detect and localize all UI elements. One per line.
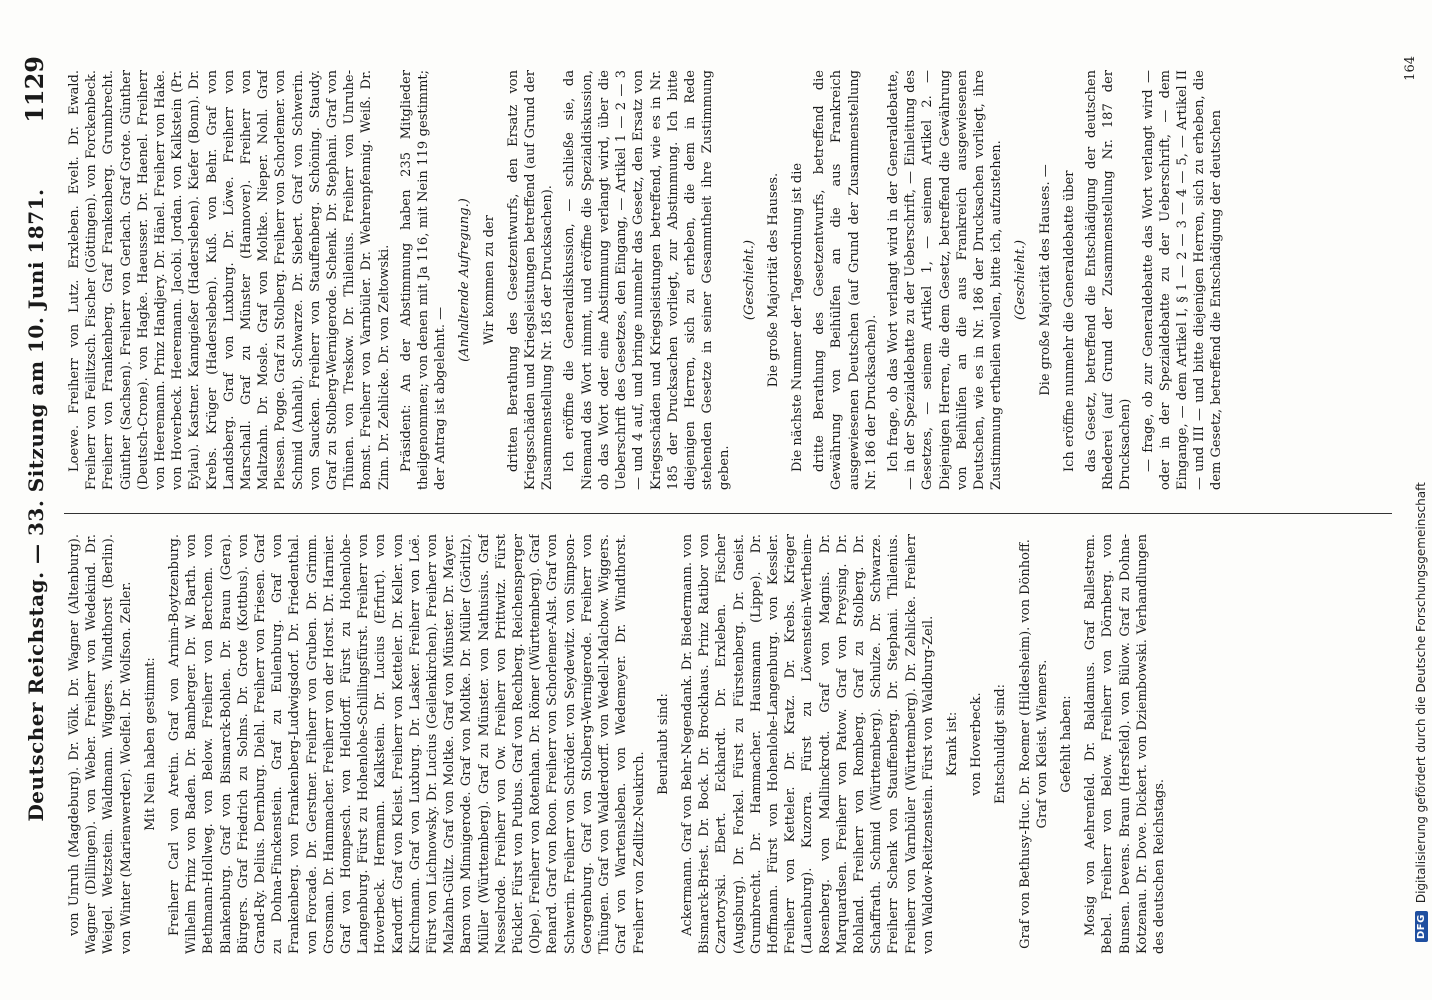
credit-text: Digitalisierung gefördert durch die Deutsche Forschungsgemeinschaft (1414, 482, 1428, 904)
page-number: 1129 (20, 56, 49, 123)
left-column-paragraph: Mit Nein haben gestimmt: (142, 657, 158, 831)
left-column-paragraph: Graf von Bethusy-Huc. Dr. Roemer (Hildesheim). von Dönhoff. Graf von Kleist. Wiemers. (1017, 539, 1050, 949)
digitization-credit (1414, 482, 1428, 942)
left-column-paragraph: Krank ist: (944, 711, 960, 777)
left-column-paragraph: von Unruh (Magdeburg). Dr. Völk. Dr. Wagner (Altenburg). Wagner (Dillingen). von Weber. Freiherr von Wedekind. Dr. Weigel. Wetzstein. Waldmann. Wiggers. Windthorst (Berlin). von Winter (Marienwerder). Woelfel. Dr. Wolfson. Zeller. (67, 534, 134, 954)
left-column-paragraph: Ackermann. Graf von Behr-Negendank. Dr. Biedermann. von Bismarck-Briest. Dr. Bock. Dr. Brockhaus. Prinz Ratibor von Czartoryski. Ebert. Eckhardt. Dr. Erxleben. Fischer (Augsburg). Dr. Forkel. Fürst zu Fürstenberg. Dr. Gneist. Grumbrecht. Dr. Hammacher. Hausmann (Lippe). Dr. Hoffmann. Fürst von Hohenlohe-Langenburg. von Kessler. Freiherr von Ketteler. Dr. Kratz. Dr. Krebs. Krieger (Lauenburg). Kuzorra. Fürst zu Löwenstein-Wertheim-Rosenberg. von Mallinckrodt. Graf von Magnis. Dr. Marquardsen. Freiherr von Patow. Graf von Preysing. Dr. Rohland. Freiherr von Romberg. Graf zu Stolberg. Dr. Schaffrath. Schmid (Württemberg). Schulze. Dr. Schwarze. Freiherr Schenk von Stauffenberg. Dr. Stephani. Thilenius. Freiherr von Varnbüler (Württemberg). Dr. Zehlicke. Freiherr von Waldow-Reitzenstein. Fürst von Waldburg-Zeil. (679, 534, 936, 954)
page-header (20, 56, 56, 954)
right-column-paragraph: Die große Majorität des Hauses. — (1037, 164, 1053, 396)
right-column-paragraph: Die nächste Nummer der Tagesordnung ist die (789, 162, 805, 472)
right-column-paragraph: (Geschieht.) (1013, 239, 1029, 321)
dfg-logo-icon: DFG (1415, 911, 1428, 942)
right-column-paragraph: Die große Majorität des Hauses. (765, 172, 781, 388)
right-column-paragraph: — frage, ob zur Generaldebatte das Wort verlangt wird — oder in der Spezialdebatte zu der Ueberschrift, — dem Eingange, — dem Artikel I, § 1 — 2 — 3 — 4 — 5, — Artikel II — und III — und bitte diejenigen Herren, sich zu erheben, die dem Gesetz, betreffend die Entschädigung der deutschen (1140, 70, 1225, 490)
left-column-paragraph: Gefehlt haben: (1058, 695, 1074, 793)
right-column-paragraph: (Geschieht.) (741, 239, 757, 321)
right-column-paragraph: dritten Berathung des Gesetzentwurfs, den Ersatz von Kriegsschäden und Kriegsleistungen betreffend (auf Grund der Zusammenstellung Nr. 185 der Drucksachen). (505, 70, 556, 490)
page-title: Deutscher Reichstag. — 33. Sitzung am 10. Juni 1871. (24, 188, 48, 822)
left-column-paragraph: Mosig von Aehrenfeld. Dr. Baldamus. Graf Ballestrem. Bebel. Freiherr von Below. Freiherr von Dörnberg. von Bunsen. Devens. Braun (Hersfeld). von Bülow. Graf zu Dohna-Kotzenau. Dr. Dove. Dickert. von Dziembowski. Verhandlungen des deutschen Reichstags. (1083, 534, 1167, 954)
right-column (66, 70, 1388, 490)
column-divider (64, 513, 1392, 514)
right-column-paragraph: dritte Berathung des Gesetzentwurfs, betreffend die Gewährung von Beihülfen an die aus Frankreich ausgewiesenen Deutschen (auf Grund der Zusammenstellung Nr. 186 der Drucksachen). (812, 70, 879, 490)
signature-mark: 164 (1403, 56, 1418, 81)
right-column-paragraph: das Gesetz, betreffend die Entschädigung der deutschen Rhederei (auf Grund der Zusammenstellung Nr. 187 der Drucksachen) (1083, 70, 1134, 490)
right-column-paragraph: Präsident: An der Abstimmung haben 235 Mitglieder theilgenommen; von denen mit Ja 116, mit Nein 119 gestimmt; der Antrag ist abgelehnt. — (398, 70, 449, 490)
right-column-paragraph: Ich frage, ob das Wort verlangt wird in der Generaldebatte, — in der Spezialdebatte zu der Ueberschrift, — Einleitung des Gesetzes, — seinem Artikel 1, — seinem Artikel 2. — Diejenigen Herren, die dem Gesetz, betreffend die Gewährung von Beihülfen an die aus Frankreich ausgewiesenen Deutschen, wie es in Nr. 186 der Drucksachen vorliegt, ihre Zustimmung ertheilen wollen, bitte ich, aufzustehen. (885, 70, 1005, 490)
left-column-paragraph: Entschuldigt sind: (993, 684, 1009, 805)
right-column-paragraph: (Anhaltende Aufregung.) (457, 198, 473, 362)
right-column-paragraph: Ich eröffne die Generaldiskussion, — schließe sie, da Niemand das Wort nimmt, und eröffne die Spezialdiskussion, ob das Wort oder eine Abstimmung verlangt wird, über die Ueberschrift des Gesetzes, den Eingang, — Artikel 1 — 2 — 3 — und 4 auf, und bringe nunmehr das Gesetz, den Ersatz von Kriegsschäden und Kriegsleistungen betreffend, wie es in Nr. 185 der Drucksachen vorliegt, zur Abstimmung. Ich bitte diejenigen Herren, sich zu erheben, die dem in Rede stehenden Gesetze in seiner Gesammtheit ihre Zustimmung geben. (562, 70, 733, 490)
right-column-paragraph: Loewe. Freiherr von Lutz. Erxleben. Evelt. Dr. Ewald. Freiherr von Feilitzsch. Fischer (Göttingen). von Forckenbeck. Freiherr von Frankenberg. Graf Frankenberg. Grumbrecht. Günther (Sachsen). Freiherr von Gerlach. Graf Grote. Günther (Deutsch-Crone). von Hagke. Haeusser. Dr. Haenel. Freiherr von Heeremann. Prinz Handjery. Dr. Hänel. Freiherr von Hake. von Hoverbeck. Heeremann. Jacobi. Jordan. von Kalkstein (Pr. Eylau). Kastner. Kanngießer (Hadersleben). Kiefer (Bonn). Dr. Krebs. Krüger (Hadersleben). Kuß. von Behr. Graf von Landsberg. Graf von Luxburg. Dr. Löwe. Freiherr von Marschall. Graf zu Münster (Hannover). Freiherr von Maltzahn. Dr. Mosle. Graf von Moltke. Nieper. Nohl. Graf Plessen. Pogge. Graf zu Stolberg. Freiherr von Schorlemer. von Schmid (Anhalt). Schwarze. Dr. Siebert. Graf von Schwerin. von Saucken. Freiherr von Stauffenberg. Schöning. Staudy. Graf zu Stolberg-Wernigerode. Schenk. Dr. Stephani. Graf von Thünen. von Treskow. Dr. Thilenius. Freiherr von Unruhe-Bomst. Freiherr von Varnbüler. Dr. Wehrenpfennig. Weiß. Dr. Zinn. Dr. Zehlicke. Dr. von Zeltowski. (67, 70, 392, 490)
left-column-paragraph: Beurlaubt sind: (655, 693, 671, 795)
left-column (66, 534, 1388, 954)
left-column-paragraph: Freiherr Carl von Aretin. Graf von Arnim-Boytzenburg. Wilhelm Prinz von Baden. Dr. Bamberger. Dr. W. Barth. von Bethmann-Hollweg. von Below. Freiherr von Berchem. von Blankenburg. Graf von Bismarck-Bohlen. Dr. Braun (Gera). Bürgers. Graf Friedrich zu Solms. Dr. Grote (Kottbus). von Grand-Ry. Delius. Dernburg. Diehl. Freiherr von Friesen. Graf zu Dohna-Finckenstein. Graf zu Eulenburg. Graf von Frankenberg. von Frankenberg-Ludwigsdorf. Dr. Friedenthal. von Forcade. Dr. Gerstner. Freiherr von Gruben. Dr. Grimm. Grosman. Dr. Hammacher. Freiherr von der Horst. Dr. Harnier. Graf von Hompesch. von Helldorff. Fürst zu Hohenlohe-Langenburg. Fürst zu Hohenlohe-Schillingsfürst. Freiherr von Hoverbeck. Hermann. Kalkstein. Dr. Lucius (Erfurt). von Kardorff. Graf von Kleist. Freiherr von Ketteler. Dr. Keller. von Kirchmann. Graf von Luxburg. Dr. Lasker. Freiherr von Loë. Fürst von Lichnowsky. Dr. Lucius (Geilenkirchen). Freiherr von Malzahn-Gültz. Graf von Moltke. Graf von Münster. Dr. Mayer. Baron von Minnigerode. Graf von Moltke. Dr. Müller (Görlitz). Müller (Württemberg). Graf zu Münster. von Nathusius. Graf Nesselrode. Freiherr von Ow. Freiherr von Prittwitz. Fürst Pückler. Fürst von Putbus. Graf von Rechberg. Reichensperger (Olpe). Freiherr von Rotenhan. Dr. Römer (Württemberg). Graf Renard. Graf von Roon. Freiherr von Schorlemer-Alst. Graf von Schwerin. Freiherr von Schröder. von Seydewitz. von Simpson-Georgenburg. Graf von Stolberg-Wernigerode. Freiherr von Thüngen. Graf von Walderdorff. von Wedell-Malchow. Wiggers. Graf von Wartensleben. von Wedemeyer. Dr. Windthorst. Freiherr von Zedlitz-Neukirch. (167, 534, 647, 954)
left-column-paragraph: von Hoverbeck. (969, 692, 985, 796)
right-column-paragraph: Ich eröffne nunmehr die Generaldebatte über (1061, 170, 1077, 472)
right-column-paragraph: Wir kommen zu der (481, 215, 497, 345)
